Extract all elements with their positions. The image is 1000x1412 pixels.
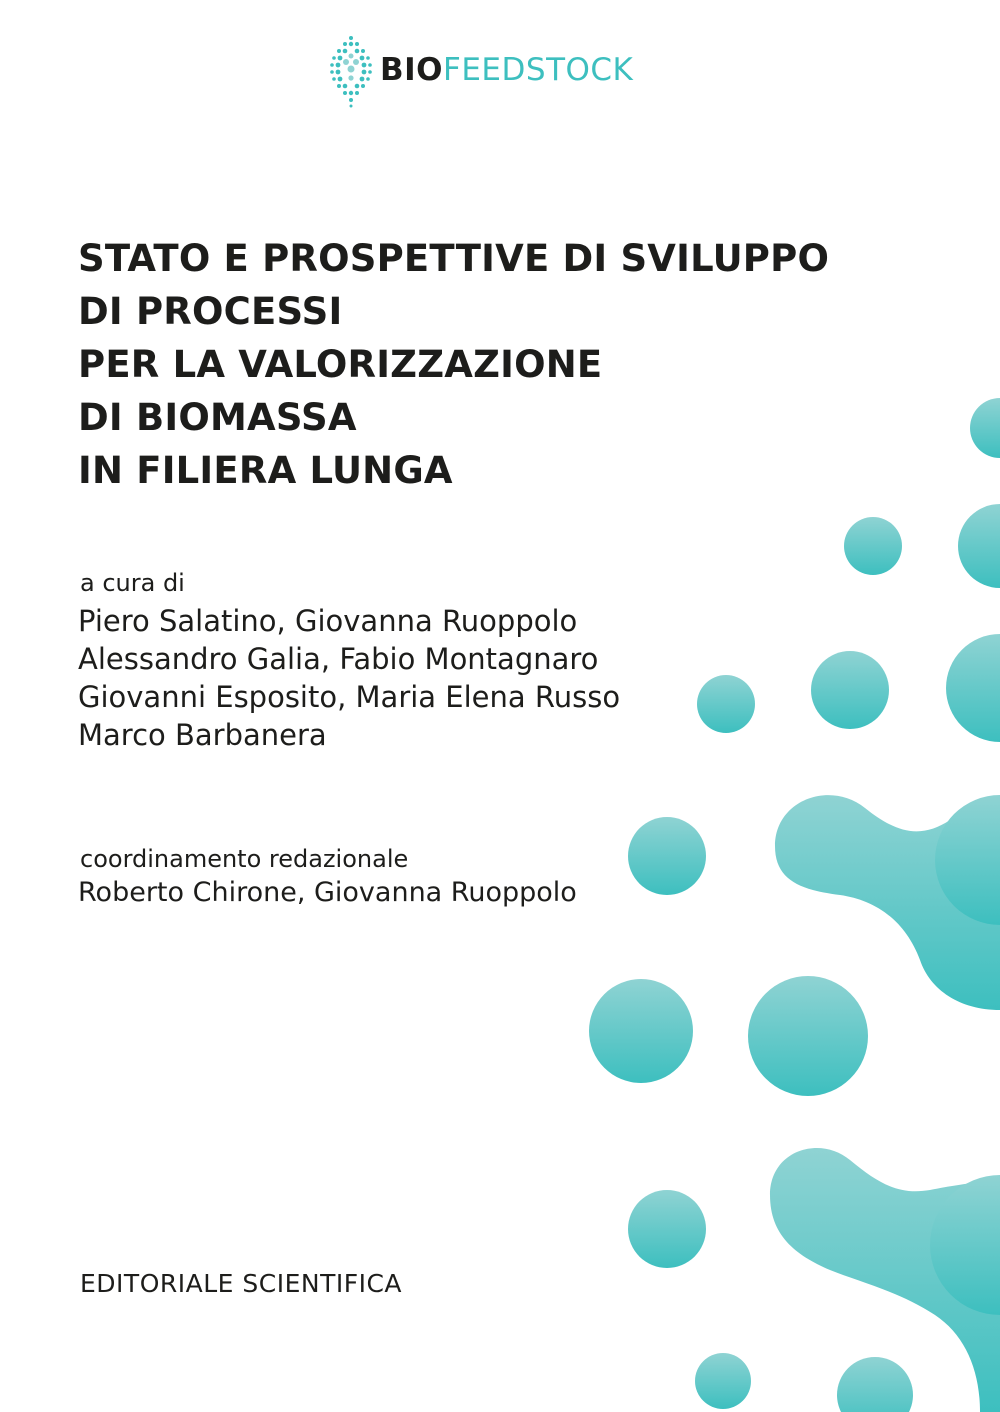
curators-row: Marco Barbanera — [78, 718, 327, 752]
decor-blob — [775, 795, 1000, 1010]
decor-circle — [589, 979, 693, 1083]
curators-row: Giovanni Esposito, Maria Elena Russo — [78, 680, 621, 714]
title-line: DI PROCESSI — [78, 290, 343, 333]
decor-circle — [935, 795, 1000, 925]
coordination-names: Roberto Chirone, Giovanna Ruoppolo — [78, 877, 577, 908]
title-line: PER LA VALORIZZAZIONE — [78, 343, 603, 386]
curators-label: a cura di — [80, 569, 185, 597]
decor-circle — [748, 976, 868, 1096]
title-line: STATO E PROSPETTIVE DI SVILUPPO — [78, 237, 830, 280]
decor-circle — [844, 517, 902, 575]
logo-wordmark — [380, 51, 634, 88]
publisher-name: EDITORIALE SCIENTIFICA — [80, 1269, 403, 1298]
decor-circle — [958, 504, 1000, 588]
decor-circle — [697, 675, 755, 733]
title-line: IN FILIERA LUNGA — [78, 449, 453, 492]
book-title — [78, 232, 878, 497]
logo-bio-text: BIO — [380, 51, 444, 88]
decor-circle — [837, 1357, 913, 1412]
decor-blob — [770, 1148, 1000, 1412]
publisher-logo — [326, 32, 633, 108]
decor-circle — [628, 817, 706, 895]
decor-circle — [811, 651, 889, 729]
coordination-label: coordinamento redazionale — [80, 845, 409, 873]
curators-row: Alessandro Galia, Fabio Montagnaro — [78, 642, 599, 676]
decor-circle — [930, 1175, 1000, 1315]
molecule-dots-icon — [326, 32, 376, 108]
decor-circle — [628, 1190, 706, 1268]
logo-feedstock-text: FEEDSTOCK — [443, 51, 634, 88]
decor-circle — [946, 634, 1000, 742]
decor-circle — [970, 398, 1000, 458]
curators-list — [78, 602, 620, 754]
title-line: DI BIOMASSA — [78, 396, 357, 439]
decor-circle — [695, 1353, 751, 1409]
curators-row: Piero Salatino, Giovanna Ruoppolo — [78, 604, 578, 638]
